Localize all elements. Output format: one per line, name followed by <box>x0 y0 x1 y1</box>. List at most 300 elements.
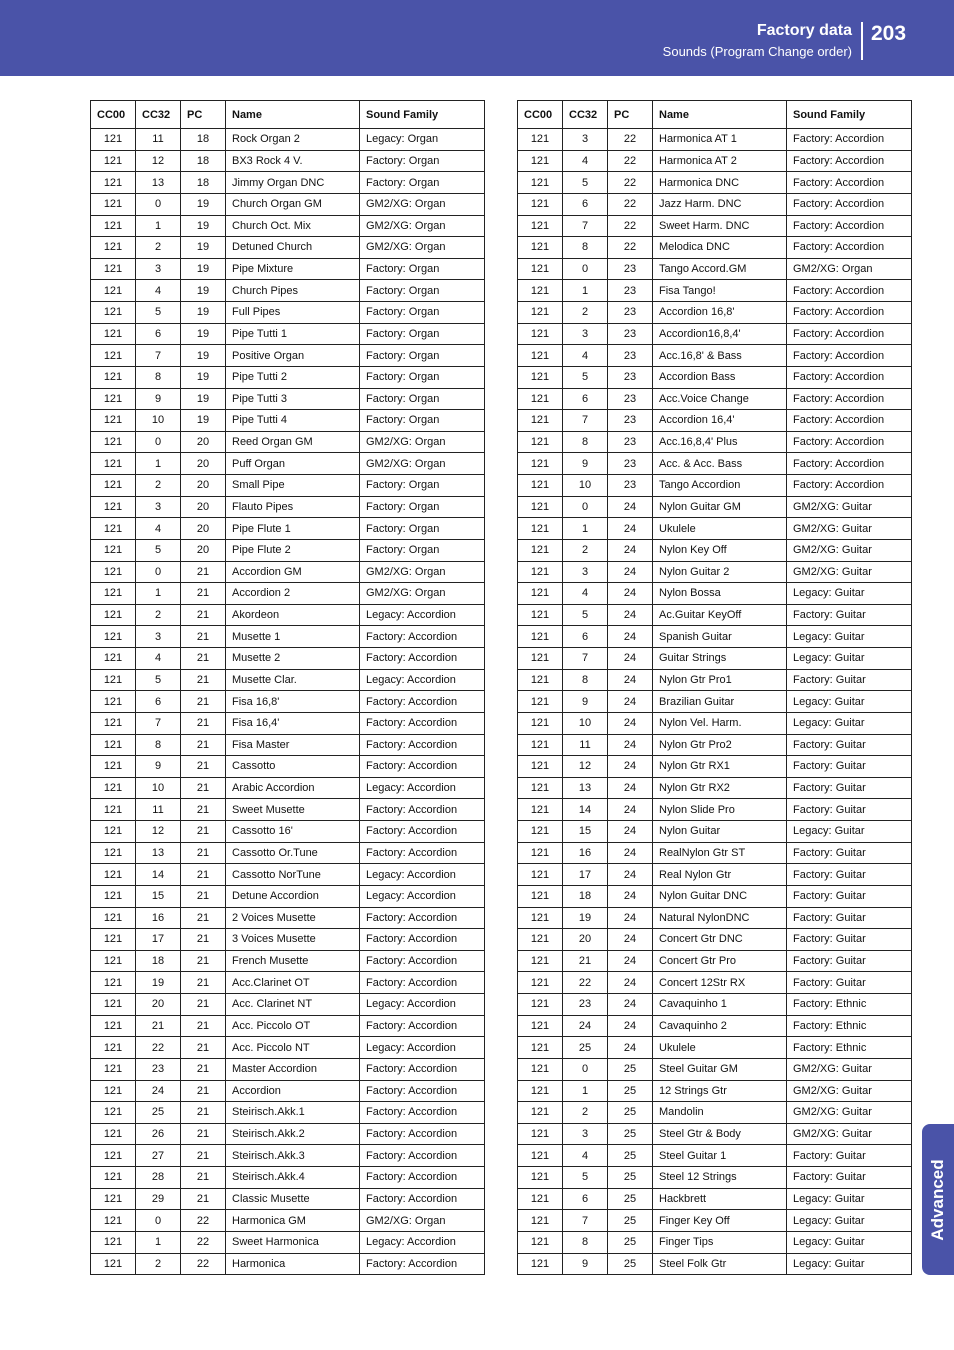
table-row <box>518 1167 912 1189</box>
cc32-cell: 11 <box>136 129 181 151</box>
name-cell: Akordeon <box>226 604 360 626</box>
cc00-cell: 121 <box>518 302 563 324</box>
cc32-cell: 24 <box>136 1080 181 1102</box>
cc00-cell: 121 <box>91 388 136 410</box>
sound-family-cell: Factory: Guitar <box>787 864 912 886</box>
cc32-cell: 9 <box>136 388 181 410</box>
name-cell: Musette Clar. <box>226 669 360 691</box>
sound-family-cell: Factory: Guitar <box>787 777 912 799</box>
table-row <box>91 777 485 799</box>
table-row <box>91 885 485 907</box>
cc00-cell: 121 <box>91 561 136 583</box>
pc-cell: 25 <box>608 1145 653 1167</box>
table-row <box>91 1058 485 1080</box>
table-row <box>518 734 912 756</box>
pc-cell: 25 <box>608 1167 653 1189</box>
sound-family-cell: Factory: Accordion <box>360 1167 485 1189</box>
cc00-cell: 121 <box>91 972 136 994</box>
table-row <box>91 929 485 951</box>
cc32-cell: 18 <box>563 885 608 907</box>
cc32-cell: 12 <box>136 821 181 843</box>
pc-cell: 21 <box>181 626 226 648</box>
name-cell: Cassotto 16' <box>226 821 360 843</box>
cc00-cell: 121 <box>91 410 136 432</box>
name-cell: Musette 2 <box>226 648 360 670</box>
cc32-cell: 5 <box>563 172 608 194</box>
pc-cell: 21 <box>181 1037 226 1059</box>
pc-cell: 23 <box>608 345 653 367</box>
cc32-cell: 21 <box>136 1015 181 1037</box>
pc-cell: 23 <box>608 475 653 497</box>
sound-family-cell: Factory: Guitar <box>787 1167 912 1189</box>
cc32-cell: 15 <box>136 885 181 907</box>
table-row <box>518 648 912 670</box>
pc-cell: 24 <box>608 929 653 951</box>
cc00-cell: 121 <box>91 172 136 194</box>
cc00-cell: 121 <box>91 237 136 259</box>
cc32-cell: 23 <box>136 1058 181 1080</box>
cc32-cell: 0 <box>136 1210 181 1232</box>
cc32-cell: 1 <box>563 518 608 540</box>
table-row <box>91 129 485 151</box>
table-row <box>518 626 912 648</box>
sound-family-cell: GM2/XG: Guitar <box>787 1058 912 1080</box>
sound-family-cell: Factory: Accordion <box>360 821 485 843</box>
table-row <box>518 237 912 259</box>
pc-cell: 25 <box>608 1253 653 1275</box>
name-cell: Hackbrett <box>653 1188 787 1210</box>
cc32-cell: 10 <box>563 712 608 734</box>
pc-cell: 20 <box>181 496 226 518</box>
name-cell: Acc. Piccolo OT <box>226 1015 360 1037</box>
table-row <box>91 799 485 821</box>
cc00-cell: 121 <box>518 799 563 821</box>
table-row <box>91 323 485 345</box>
cc00-cell: 121 <box>91 1123 136 1145</box>
sound-family-cell: Factory: Accordion <box>787 237 912 259</box>
cc00-cell: 121 <box>91 453 136 475</box>
name-cell: Nylon Guitar <box>653 821 787 843</box>
name-cell: Guitar Strings <box>653 648 787 670</box>
sound-family-cell: Factory: Ethnic <box>787 994 912 1016</box>
name-cell: Pipe Tutti 2 <box>226 366 360 388</box>
name-cell: Steel Guitar GM <box>653 1058 787 1080</box>
table-row <box>91 150 485 172</box>
table-row <box>518 929 912 951</box>
cc32-cell: 1 <box>563 1080 608 1102</box>
cc32-cell: 5 <box>563 366 608 388</box>
column-header-pc: PC <box>608 101 653 129</box>
cc00-cell: 121 <box>91 604 136 626</box>
name-cell: Cavaquinho 2 <box>653 1015 787 1037</box>
sound-family-cell: Factory: Guitar <box>787 799 912 821</box>
pc-cell: 23 <box>608 366 653 388</box>
pc-cell: 25 <box>608 1080 653 1102</box>
cc00-cell: 121 <box>518 258 563 280</box>
table-row <box>91 1188 485 1210</box>
cc00-cell: 121 <box>91 129 136 151</box>
name-cell: Jazz Harm. DNC <box>653 193 787 215</box>
table-row <box>91 453 485 475</box>
cc00-cell: 121 <box>518 1080 563 1102</box>
cc32-cell: 28 <box>136 1167 181 1189</box>
cc00-cell: 121 <box>91 691 136 713</box>
sound-family-cell: Factory: Guitar <box>787 604 912 626</box>
cc00-cell: 121 <box>518 388 563 410</box>
table-row <box>518 1253 912 1275</box>
sound-family-cell: Factory: Accordion <box>360 1080 485 1102</box>
cc00-cell: 121 <box>518 691 563 713</box>
table-row <box>91 388 485 410</box>
name-cell: Harmonica AT 1 <box>653 129 787 151</box>
cc00-cell: 121 <box>91 215 136 237</box>
pc-cell: 21 <box>181 1145 226 1167</box>
table-row <box>518 972 912 994</box>
table-row <box>91 193 485 215</box>
cc32-cell: 1 <box>136 1231 181 1253</box>
sounds-table-right <box>517 100 912 1275</box>
column-header-name: Name <box>653 101 787 129</box>
cc00-cell: 121 <box>518 1231 563 1253</box>
pc-cell: 18 <box>181 172 226 194</box>
sound-family-cell: GM2/XG: Organ <box>360 215 485 237</box>
sound-family-cell: GM2/XG: Organ <box>360 453 485 475</box>
pc-cell: 24 <box>608 799 653 821</box>
sound-family-cell: Legacy: Guitar <box>787 1231 912 1253</box>
name-cell: 3 Voices Musette <box>226 929 360 951</box>
pc-cell: 22 <box>608 237 653 259</box>
sound-family-cell: GM2/XG: Guitar <box>787 518 912 540</box>
page-number: 203 <box>871 22 907 45</box>
cc32-cell: 2 <box>136 604 181 626</box>
pc-cell: 18 <box>181 150 226 172</box>
pc-cell: 19 <box>181 258 226 280</box>
pc-cell: 21 <box>181 669 226 691</box>
table-row <box>91 1145 485 1167</box>
sound-family-cell: Factory: Accordion <box>787 345 912 367</box>
pc-cell: 21 <box>181 604 226 626</box>
pc-cell: 20 <box>181 539 226 561</box>
name-cell: Nylon Gtr RX1 <box>653 756 787 778</box>
pc-cell: 24 <box>608 691 653 713</box>
cc32-cell: 1 <box>563 280 608 302</box>
cc00-cell: 121 <box>91 799 136 821</box>
sound-family-cell: Legacy: Guitar <box>787 712 912 734</box>
sound-family-cell: Factory: Accordion <box>787 193 912 215</box>
cc00-cell: 121 <box>518 193 563 215</box>
cc00-cell: 121 <box>91 821 136 843</box>
sound-family-cell: Factory: Accordion <box>360 907 485 929</box>
pc-cell: 24 <box>608 864 653 886</box>
pc-cell: 25 <box>608 1231 653 1253</box>
table-row <box>91 1210 485 1232</box>
name-cell: Accordion <box>226 1080 360 1102</box>
table-row <box>91 475 485 497</box>
cc32-cell: 9 <box>563 453 608 475</box>
cc00-cell: 121 <box>91 864 136 886</box>
table-row <box>518 821 912 843</box>
pc-cell: 23 <box>608 388 653 410</box>
name-cell: Reed Organ GM <box>226 431 360 453</box>
cc32-cell: 10 <box>136 410 181 432</box>
sound-family-cell: Factory: Guitar <box>787 885 912 907</box>
name-cell: Ac.Guitar KeyOff <box>653 604 787 626</box>
cc00-cell: 121 <box>91 777 136 799</box>
cc32-cell: 17 <box>136 929 181 951</box>
cc32-cell: 3 <box>136 496 181 518</box>
cc32-cell: 7 <box>563 215 608 237</box>
name-cell: Church Oct. Mix <box>226 215 360 237</box>
cc00-cell: 121 <box>91 950 136 972</box>
table-row <box>91 1080 485 1102</box>
cc32-cell: 10 <box>563 475 608 497</box>
cc32-cell: 4 <box>136 648 181 670</box>
sound-family-cell: Factory: Accordion <box>787 475 912 497</box>
pc-cell: 21 <box>181 1058 226 1080</box>
pc-cell: 18 <box>181 129 226 151</box>
table-row <box>91 561 485 583</box>
sound-family-cell: GM2/XG: Guitar <box>787 561 912 583</box>
name-cell: French Musette <box>226 950 360 972</box>
table-row <box>518 1231 912 1253</box>
name-cell: Spanish Guitar <box>653 626 787 648</box>
table-row <box>518 193 912 215</box>
sound-family-cell: GM2/XG: Organ <box>787 258 912 280</box>
name-cell: Flauto Pipes <box>226 496 360 518</box>
table-row <box>518 885 912 907</box>
table-row <box>91 1102 485 1124</box>
table-row <box>518 150 912 172</box>
column-header-cc00: CC00 <box>91 101 136 129</box>
pc-cell: 23 <box>608 280 653 302</box>
sound-family-cell: GM2/XG: Guitar <box>787 539 912 561</box>
table-body <box>91 129 485 1275</box>
sound-family-cell: Legacy: Organ <box>360 129 485 151</box>
cc32-cell: 7 <box>136 345 181 367</box>
sound-family-cell: Factory: Accordion <box>787 366 912 388</box>
sound-family-cell: Factory: Ethnic <box>787 1015 912 1037</box>
sound-family-cell: Factory: Accordion <box>787 172 912 194</box>
sound-family-cell: GM2/XG: Organ <box>360 1210 485 1232</box>
sound-family-cell: GM2/XG: Guitar <box>787 1080 912 1102</box>
cc00-cell: 121 <box>91 1058 136 1080</box>
table-row <box>518 453 912 475</box>
cc00-cell: 121 <box>91 1080 136 1102</box>
pc-cell: 20 <box>181 475 226 497</box>
column-header-pc: PC <box>181 101 226 129</box>
sound-family-cell: Factory: Accordion <box>787 453 912 475</box>
table-row <box>91 518 485 540</box>
cc00-cell: 121 <box>518 712 563 734</box>
name-cell: Nylon Gtr Pro1 <box>653 669 787 691</box>
name-cell: Steel Guitar 1 <box>653 1145 787 1167</box>
name-cell: Accordion 2 <box>226 583 360 605</box>
name-cell: Pipe Tutti 4 <box>226 410 360 432</box>
pc-cell: 22 <box>181 1253 226 1275</box>
sound-family-cell: Factory: Accordion <box>360 756 485 778</box>
sound-family-cell: Factory: Accordion <box>360 734 485 756</box>
cc00-cell: 121 <box>518 453 563 475</box>
table-row <box>518 1102 912 1124</box>
cc00-cell: 121 <box>91 734 136 756</box>
pc-cell: 22 <box>181 1210 226 1232</box>
name-cell: Real Nylon Gtr <box>653 864 787 886</box>
pc-cell: 21 <box>181 1080 226 1102</box>
cc32-cell: 21 <box>563 950 608 972</box>
cc00-cell: 121 <box>518 994 563 1016</box>
name-cell: Church Pipes <box>226 280 360 302</box>
cc32-cell: 3 <box>136 258 181 280</box>
table-row <box>518 539 912 561</box>
sound-family-cell: Factory: Accordion <box>360 648 485 670</box>
cc00-cell: 121 <box>91 280 136 302</box>
pc-cell: 19 <box>181 388 226 410</box>
name-cell: Nylon Guitar GM <box>653 496 787 518</box>
sound-family-cell: Legacy: Guitar <box>787 626 912 648</box>
cc00-cell: 121 <box>518 150 563 172</box>
cc00-cell: 121 <box>518 1123 563 1145</box>
cc32-cell: 1 <box>136 453 181 475</box>
table-row <box>91 864 485 886</box>
pc-cell: 22 <box>181 1231 226 1253</box>
cc00-cell: 121 <box>518 734 563 756</box>
table-row <box>91 258 485 280</box>
pc-cell: 22 <box>608 172 653 194</box>
table-row <box>518 1015 912 1037</box>
sound-family-cell: Legacy: Accordion <box>360 994 485 1016</box>
name-cell: Accordion GM <box>226 561 360 583</box>
pc-cell: 19 <box>181 193 226 215</box>
pc-cell: 21 <box>181 1015 226 1037</box>
cc32-cell: 0 <box>136 193 181 215</box>
sound-family-cell: Factory: Organ <box>360 323 485 345</box>
sound-family-cell: Factory: Organ <box>360 345 485 367</box>
cc00-cell: 121 <box>518 237 563 259</box>
name-cell: Accordion 16,8' <box>653 302 787 324</box>
sound-family-cell: GM2/XG: Organ <box>360 193 485 215</box>
sound-family-cell: Factory: Accordion <box>360 1123 485 1145</box>
pc-cell: 24 <box>608 950 653 972</box>
cc00-cell: 121 <box>91 475 136 497</box>
pc-cell: 25 <box>608 1123 653 1145</box>
sound-family-cell: Factory: Accordion <box>360 691 485 713</box>
cc00-cell: 121 <box>91 366 136 388</box>
sound-family-cell: Legacy: Accordion <box>360 604 485 626</box>
sound-family-cell: Factory: Accordion <box>360 712 485 734</box>
pc-cell: 20 <box>181 518 226 540</box>
cc32-cell: 11 <box>136 799 181 821</box>
pc-cell: 21 <box>181 907 226 929</box>
cc00-cell: 121 <box>518 950 563 972</box>
cc32-cell: 8 <box>136 366 181 388</box>
cc32-cell: 17 <box>563 864 608 886</box>
cc32-cell: 2 <box>136 475 181 497</box>
cc00-cell: 121 <box>518 410 563 432</box>
sound-family-cell: GM2/XG: Organ <box>360 561 485 583</box>
sound-family-cell: Factory: Ethnic <box>787 1037 912 1059</box>
sound-family-cell: Factory: Accordion <box>787 280 912 302</box>
name-cell: Fisa Tango! <box>653 280 787 302</box>
name-cell: Cassotto Or.Tune <box>226 842 360 864</box>
cc32-cell: 6 <box>563 388 608 410</box>
cc32-cell: 22 <box>136 1037 181 1059</box>
sound-family-cell: Factory: Organ <box>360 172 485 194</box>
pc-cell: 21 <box>181 821 226 843</box>
sound-family-cell: Factory: Accordion <box>787 323 912 345</box>
cc32-cell: 29 <box>136 1188 181 1210</box>
sound-family-cell: Factory: Organ <box>360 496 485 518</box>
name-cell: Nylon Key Off <box>653 539 787 561</box>
column-header-cc32: CC32 <box>136 101 181 129</box>
pc-cell: 23 <box>608 431 653 453</box>
table-row <box>91 1167 485 1189</box>
sound-family-cell: Factory: Accordion <box>787 150 912 172</box>
pc-cell: 24 <box>608 561 653 583</box>
cc00-cell: 121 <box>518 1210 563 1232</box>
table-row <box>518 1188 912 1210</box>
name-cell: Sweet Musette <box>226 799 360 821</box>
cc00-cell: 121 <box>518 1253 563 1275</box>
cc00-cell: 121 <box>91 1037 136 1059</box>
name-cell: Fisa 16,8' <box>226 691 360 713</box>
sound-family-cell: Factory: Accordion <box>360 1188 485 1210</box>
name-cell: Positive Organ <box>226 345 360 367</box>
name-cell: Detuned Church <box>226 237 360 259</box>
table-row <box>91 756 485 778</box>
table-body <box>518 129 912 1275</box>
name-cell: Finger Tips <box>653 1231 787 1253</box>
cc00-cell: 121 <box>91 1188 136 1210</box>
sound-family-cell: Factory: Guitar <box>787 950 912 972</box>
table-row <box>91 1015 485 1037</box>
name-cell: Nylon Bossa <box>653 583 787 605</box>
table-row <box>91 583 485 605</box>
pc-cell: 24 <box>608 885 653 907</box>
cc32-cell: 5 <box>136 669 181 691</box>
cc32-cell: 7 <box>563 410 608 432</box>
name-cell: Natural NylonDNC <box>653 907 787 929</box>
cc32-cell: 2 <box>136 1253 181 1275</box>
name-cell: Acc. Piccolo NT <box>226 1037 360 1059</box>
table-row <box>91 950 485 972</box>
cc32-cell: 8 <box>136 734 181 756</box>
cc32-cell: 6 <box>563 1188 608 1210</box>
table-row <box>518 475 912 497</box>
table-row <box>91 431 485 453</box>
pc-cell: 21 <box>181 648 226 670</box>
pc-cell: 19 <box>181 366 226 388</box>
table-row <box>518 864 912 886</box>
cc00-cell: 121 <box>518 648 563 670</box>
sound-family-cell: Factory: Accordion <box>360 1102 485 1124</box>
cc00-cell: 121 <box>91 345 136 367</box>
name-cell: Small Pipe <box>226 475 360 497</box>
cc32-cell: 6 <box>563 193 608 215</box>
table-row <box>91 1253 485 1275</box>
cc00-cell: 121 <box>518 215 563 237</box>
name-cell: Cavaquinho 1 <box>653 994 787 1016</box>
name-cell: Concert 12Str RX <box>653 972 787 994</box>
cc32-cell: 11 <box>563 734 608 756</box>
sound-family-cell: Factory: Accordion <box>360 1253 485 1275</box>
cc00-cell: 121 <box>518 345 563 367</box>
cc32-cell: 0 <box>563 258 608 280</box>
name-cell: Jimmy Organ DNC <box>226 172 360 194</box>
table-row <box>91 302 485 324</box>
cc00-cell: 121 <box>91 1210 136 1232</box>
sound-family-cell: Legacy: Guitar <box>787 583 912 605</box>
cc00-cell: 121 <box>518 366 563 388</box>
